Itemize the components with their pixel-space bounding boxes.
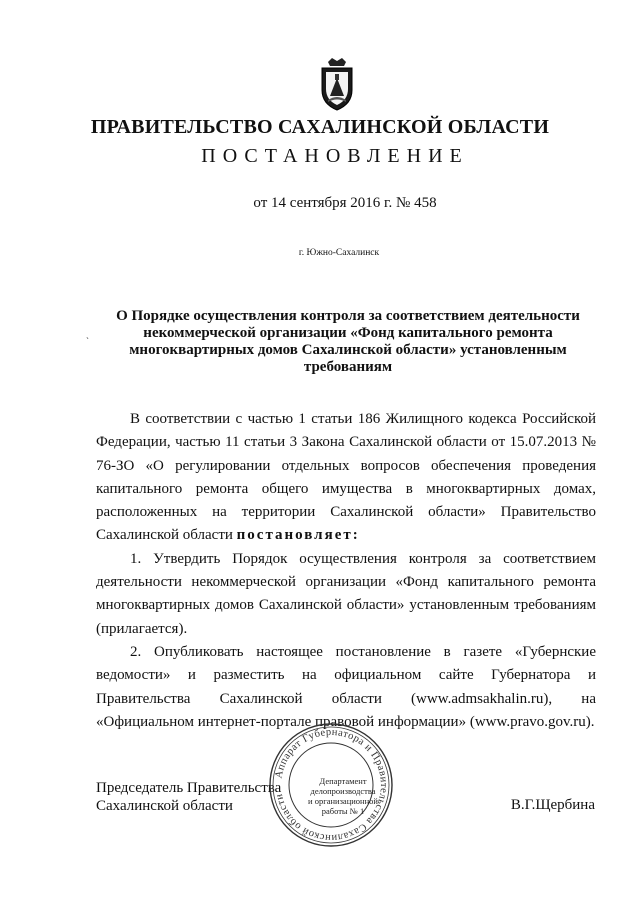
document-body — [96, 408, 596, 734]
document-date-number: от 14 сентября 2016 г. № 458 — [253, 195, 437, 211]
signer-name: В.Г.Щербина — [510, 797, 595, 813]
government-title: ПРАВИТЕЛЬСТВО САХАЛИНСКОЙ ОБЛАСТИ — [90, 116, 550, 138]
stamp-inner-line-3: и организационной — [308, 796, 378, 806]
stamp-inner-line-2: делопроизводства — [310, 786, 376, 796]
preamble-text: В соответствии с частью 1 статьи 186 Жилищного кодекса Российской Федерации, частью 11 статьи 3 Закона Сахалинской области от 15.07.2013 № 76-ЗО «О регулировании отдельных вопросов обеспечения проведения капитального ремонта общего имущества в многоквартирных домах, расположенных на территории Сахалинской области» Правительство Сахалинской области — [96, 411, 596, 544]
stamp-inner-line-4: работы № 1 — [321, 806, 365, 816]
postanovlyaet-word: постановляет: — [236, 527, 360, 544]
signature-position-line-1: Председатель Правительства — [96, 780, 282, 796]
scan-speck: ` — [86, 336, 89, 346]
stamp-inner-text — [308, 776, 378, 816]
stamp-ring-text: Аппарат Губернатора и Правительства Сахалинской области — [273, 726, 390, 844]
signature-position — [96, 779, 281, 815]
preamble-paragraph — [96, 408, 596, 548]
item-1-paragraph: 1. Утвердить Порядок осуществления контроля за соответствием деятельности некоммерческой организации «Фонд капитального ремонта многоквартирных домов Сахалинской области» установленным требованиям (прилагается). — [96, 550, 596, 637]
document-type: ПОСТАНОВЛЕНИЕ — [201, 145, 469, 167]
document-city: г. Южно-Сахалинск — [298, 248, 380, 258]
item-2-paragraph: 2. Опубликовать настоящее постановление в газете «Губернские ведомости» и разместить на официальном сайте Губернатора и Правительства Сахалинской области (www.admsakhalin.ru), на «Официальном интернет-портале правовой информации» (www.pravo.gov.ru). — [96, 643, 596, 730]
coat-of-arms-emblem — [318, 56, 356, 112]
document-subject: О Порядке осуществления контроля за соответствием деятельности некоммерческой организации «Фонд капитального ремонта многоквартирных домов Сахалинской области» установленным требованиям — [116, 308, 580, 375]
signature-position-line-2: Сахалинской области — [96, 798, 233, 814]
stamp-inner-line-1: Департамент — [319, 776, 367, 786]
